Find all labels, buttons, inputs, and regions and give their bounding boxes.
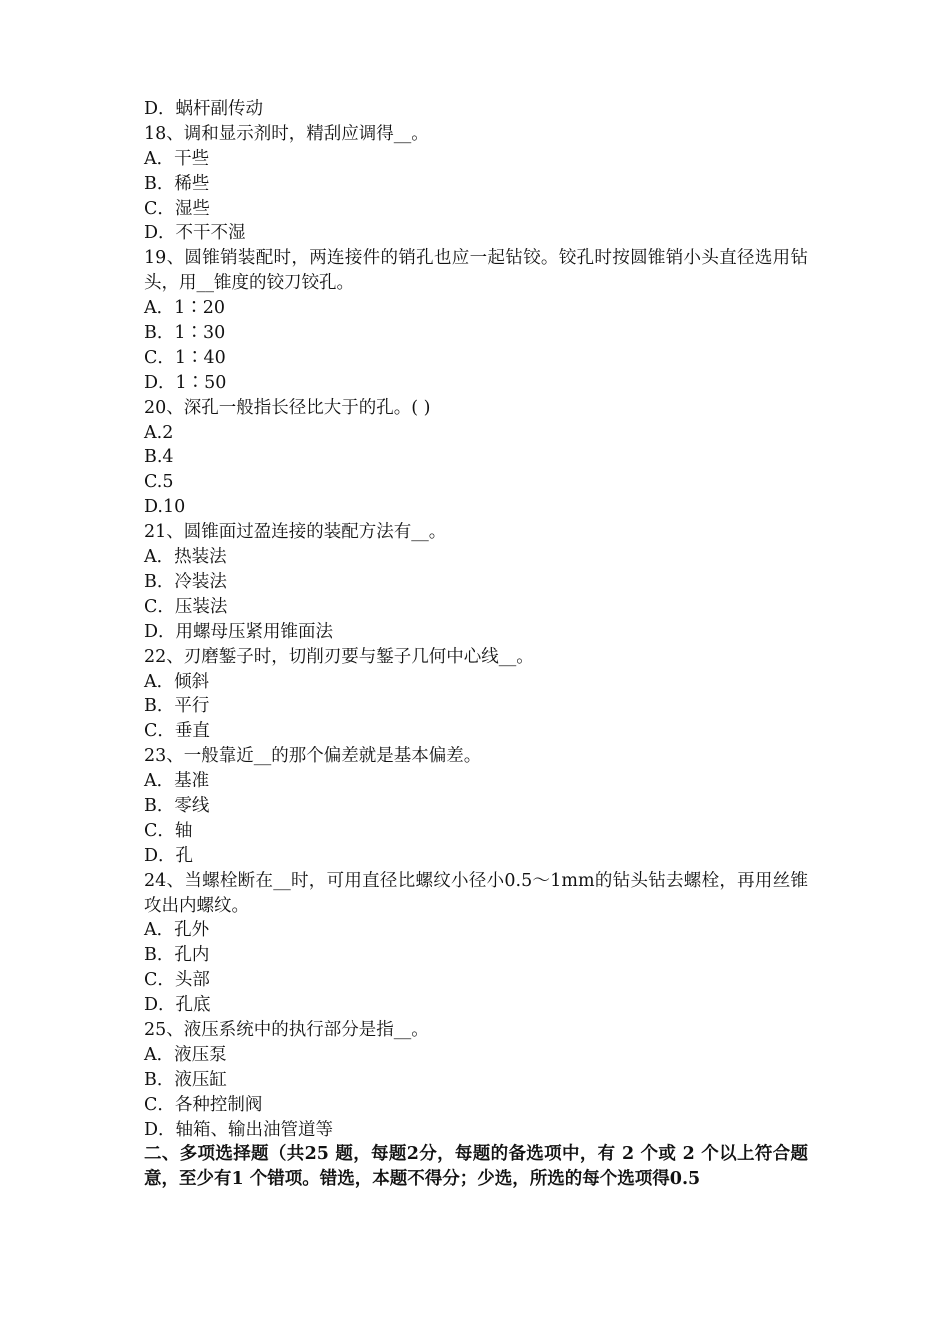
option-line: A．液压泵 [144, 1044, 227, 1065]
option-line: C．压装法 [144, 596, 228, 617]
question-23: 23、一般靠近__的那个偏差就是基本偏差。 [144, 746, 482, 767]
question-25: 25、液压系统中的执行部分是指__。 [144, 1019, 429, 1040]
option-line: B．1∶30 [144, 323, 226, 344]
option-line: A.2 [144, 422, 174, 443]
option-line: A．1∶20 [144, 298, 226, 319]
question-22: 22、刃磨錾子时，切削刃要与錾子几何中心线__。 [144, 646, 534, 667]
option-line: B.4 [144, 447, 174, 468]
option-line: D.10 [144, 497, 186, 518]
option-line: D．孔 [144, 845, 194, 866]
option-line: D．1∶50 [144, 372, 227, 393]
option-line: D．不干不湿 [144, 223, 246, 244]
option-line: A．基准 [144, 771, 210, 792]
option-line: A．干些 [144, 148, 210, 169]
question-19: 19、圆锥销装配时，两连接件的销孔也应一起钻铰。铰孔时按圆锥销小头直径选用钻头，用__锥度的铰刀铰孔。 [144, 248, 808, 294]
option-line: A．倾斜 [144, 671, 210, 692]
exam-content [144, 97, 808, 1192]
section-heading-multiple-choice: 二、多项选择题（共25 题，每题2分，每题的备选项中，有 2 个或 2 个以上符合题意，至少有1 个错项。错选，本题不得分；少选，所选的每个选项得0.5 [144, 1144, 808, 1190]
option-line: B．液压缸 [144, 1069, 227, 1090]
option-line: C．湿些 [144, 198, 210, 219]
option-line: C．头部 [144, 970, 210, 991]
question-24: 24、当螺栓断在__时，可用直径比螺纹小径小0.5～1mm的钻头钻去螺栓，再用丝锥攻出内螺纹。 [144, 870, 808, 916]
option-line: B．稀些 [144, 173, 210, 194]
option-line: C．轴 [144, 820, 193, 841]
option-line: D．轴箱、输出油管道等 [144, 1119, 334, 1140]
option-line: C．1∶40 [144, 347, 226, 368]
option-line: A．热装法 [144, 547, 227, 568]
option-line: B．孔内 [144, 945, 210, 966]
question-21: 21、圆锥面过盈连接的装配方法有__。 [144, 522, 447, 543]
option-line: D．孔底 [144, 995, 211, 1016]
question-18: 18、调和显示剂时，精刮应调得__。 [144, 123, 429, 144]
option-line: C.5 [144, 472, 174, 493]
option-line: C．各种控制阀 [144, 1094, 263, 1115]
option-line: B．零线 [144, 795, 210, 816]
option-line: D．用螺母压紧用锥面法 [144, 621, 334, 642]
option-line: A．孔外 [144, 920, 210, 941]
option-line: D．蜗杆副传动 [144, 99, 264, 119]
question-20: 20、深孔一般指长径比大于的孔。( ) [144, 397, 431, 418]
option-line: B．平行 [144, 696, 210, 717]
option-line: B．冷装法 [144, 571, 227, 592]
option-line: C．垂直 [144, 721, 210, 742]
